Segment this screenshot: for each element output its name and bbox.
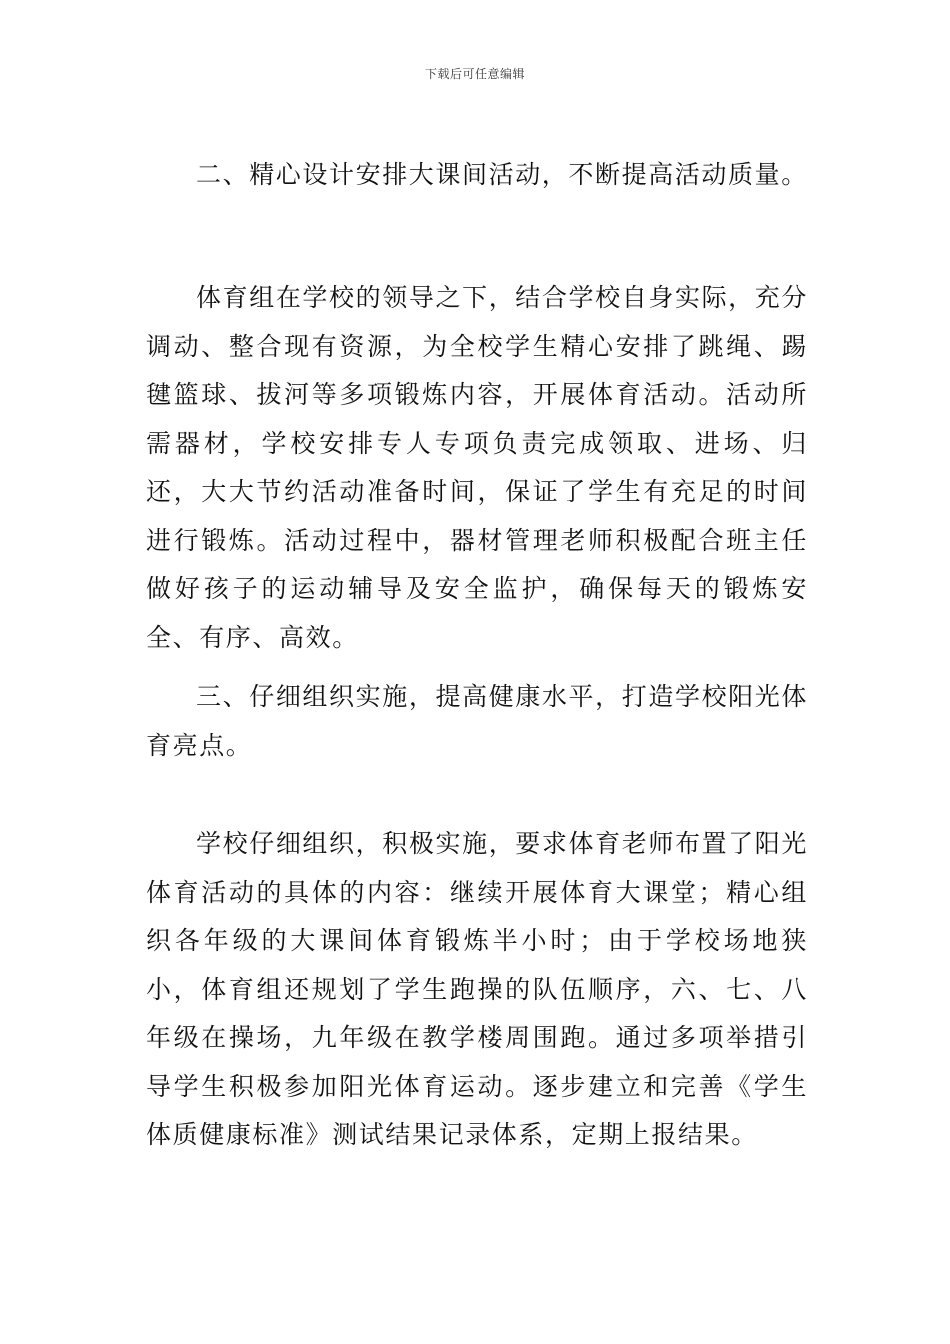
paragraph-sports-activities: 体育组在学校的领导之下，结合学校自身实际，充分调动、整合现有资源，为全校学生精心安排了跳绳、踢毽篮球、拔河等多项锻炼内容，开展体育活动。活动所需器材，学校安排专人专项负责完成领取、进场、归还，大大节约活动准备时间，保证了学生有充足的时间进行锻炼。活动过程中，器材管理老师积极配合班主任做好孩子的运动辅导及安全监护，确保每天的锻炼安全、有序、高效。 — [146, 283, 808, 652]
section-heading-two: 二、精心设计安排大课间活动，不断提高活动质量。 — [196, 160, 808, 189]
paragraph-implementation: 学校仔细组织，积极实施，要求体育老师布置了阳光体育活动的具体的内容：继续开展体育大课堂；精心组织各年级的大课间体育锻炼半小时；由于学校场地狭小，体育组还规划了学生跑操的队伍顺序，六、七、八年级在操场，九年级在教学楼周围跑。通过多项举措引导学生积极参加阳光体育运动。逐步建立和完善《学生体质健康标准》测试结果记录体系，定期上报结果。 — [146, 829, 808, 1149]
header-note: 下载后可任意编辑 — [424, 67, 525, 81]
section-heading-three: 三、仔细组织实施，提高健康水平，打造学校阳光体育亮点。 — [146, 682, 808, 760]
